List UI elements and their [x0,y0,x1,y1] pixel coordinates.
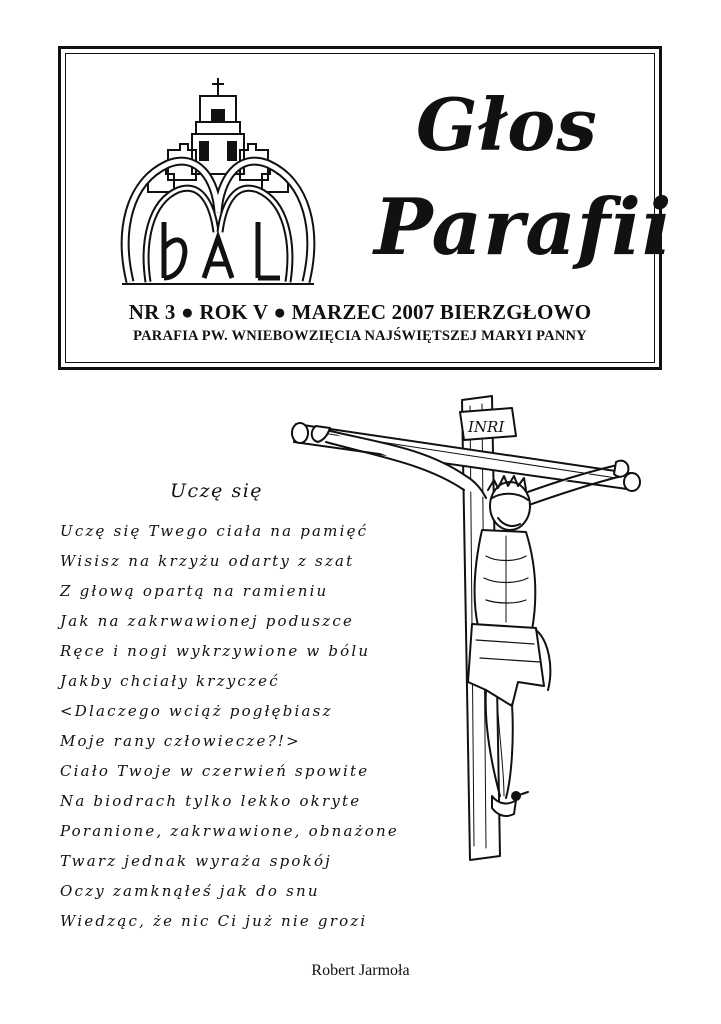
poem-line: Jak na zakrwawionej poduszce [60,612,355,630]
parish-logo-icon [108,72,328,292]
poem-line: Z głową opartą na ramieniu [60,582,329,600]
masthead [58,46,673,370]
poem-line: Poranione, zakrwawione, obnażone [60,822,399,840]
poem-line: Wiedząc, że nic Ci już nie grozi [60,912,368,930]
poem-title: Uczę się [170,480,264,502]
issue-info: NR 3 ● ROK V ● MARZEC 2007 BIERZGŁOWO [128,300,592,324]
poem-line: Oczy zamknąłeś jak do snu [60,882,320,900]
inri-sign: INRI [468,418,505,436]
poem-author: Robert Jarmoła [311,962,410,979]
masthead-inner-frame [65,53,673,363]
poem-line: Jakby chciały krzyczeć [60,672,280,690]
poem-line: <Dlaczego wciąż pogłębiasz [60,702,333,720]
poem-line: Uczę się Twego ciała na pamięć [60,522,369,540]
poem-line: Moje rany człowiecze?!> [60,732,301,750]
poem-line: Wisisz na krzyżu odarty z szat [60,552,355,570]
poem-line: Ciało Twoje w czerwień spowite [60,762,370,780]
poem-line: Ręce i nogi wykrzywione w bólu [60,642,371,660]
parish-name: PARAFIA PW. WNIEBOWZIĘCIA NAJŚWIĘTSZEJ MARYI PANNY [133,328,587,344]
poem-body [60,516,440,936]
masthead-title-line2: Parafii [374,182,673,273]
masthead-title-line1: Głos [416,82,598,167]
poem-line: Twarz jednak wyraża spokój [60,852,333,870]
poem-line: Na biodrach tylko lekko okryte [60,792,362,810]
